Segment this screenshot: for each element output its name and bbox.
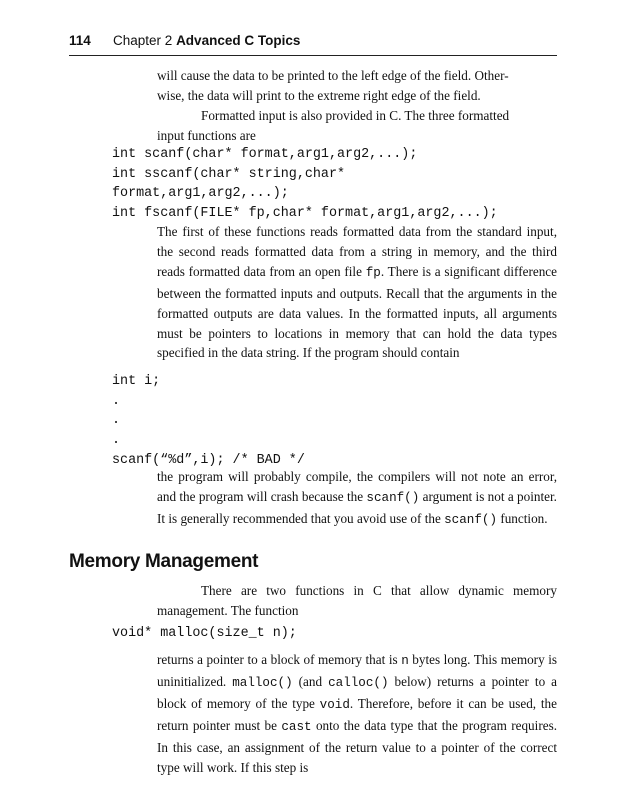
chapter-label: Chapter 2	[113, 33, 173, 48]
text-line: will cause the data to be printed to the left edge of the field. Other-	[157, 68, 509, 83]
text-run: returns a pointer to a block of memory that is	[157, 652, 402, 667]
inline-code-calloc: calloc()	[328, 675, 389, 690]
text-run: (and	[292, 673, 329, 689]
code-line: .	[112, 393, 121, 409]
text-run: below) returns a pointer to a block of memory of the type	[157, 673, 558, 711]
inline-code-cast: cast	[281, 719, 312, 734]
inline-code-malloc: malloc()	[232, 675, 293, 690]
code-block-malloc	[112, 624, 297, 644]
inline-code-n: n	[401, 654, 409, 668]
paragraph-memory-intro: There are two functions in C that allow dynamic memory management. The function	[157, 583, 557, 618]
code-line: .	[112, 413, 121, 429]
text-run: argument is not a pointer. It is generally recommended that you avoid use of the	[157, 488, 557, 526]
paragraph-malloc-explanation	[157, 650, 557, 777]
code-line: format,arg1,arg2,...);	[112, 186, 289, 202]
text-run: bytes long. This memory is uninitialized.	[157, 652, 557, 689]
page-number: 114	[69, 33, 91, 48]
inline-code-void: void	[319, 697, 350, 712]
text-run: onto the data type that the program requires. In this case, an assignment of the return value to a pointer of the correct type will work. If this step is	[157, 717, 557, 775]
code-line: scanf(“%d”,i); /* BAD */	[112, 452, 305, 468]
text-run: . Therefore, before it can be used, the return pointer must be	[157, 695, 557, 733]
paragraph-formatted-input	[157, 106, 557, 146]
section-heading-memory-management: Memory Management	[69, 551, 259, 572]
text-run: . There is a significant difference between the formatted inputs and outputs. Recall that the arguments in the formatted outputs are data values. In the formatted inputs, all arguments must be pointers to locations in memory that can hold the data types specified in the data string. If the program should contain	[157, 263, 558, 361]
code-line: int scanf(char* format,arg1,arg2,...);	[112, 147, 418, 162]
paragraph-scanf-explanation	[157, 222, 557, 363]
text-run: the program will probably compile, the compilers will not note an error, and the program will crash because the	[157, 469, 557, 504]
inline-code-scanf: scanf()	[444, 512, 498, 527]
code-line: int sscanf(char* string,char*	[112, 166, 346, 182]
text-run: The first of these functions reads formatted data from the standard input, the second reads formatted data from a string in memory, and the third reads formatted data from an open file	[157, 224, 557, 279]
code-block-scanf-prototypes	[112, 145, 498, 224]
inline-code-fp: fp	[365, 265, 381, 280]
code-line: void* malloc(size_t n);	[112, 626, 297, 641]
chapter-title: Advanced C Topics	[176, 33, 301, 48]
text-line: input functions are	[157, 127, 256, 143]
code-line: .	[112, 433, 121, 449]
inline-code-scanf: scanf()	[366, 490, 420, 505]
text-line: wise, the data will print to the extreme right edge of the field.	[157, 87, 481, 103]
running-header	[69, 33, 557, 56]
code-block-bad-scanf	[112, 372, 305, 471]
text-run: function.	[497, 510, 548, 526]
code-line: int i;	[112, 374, 161, 389]
paragraph-scanf-warning	[157, 467, 557, 531]
text-line: Formatted input is also provided in C. The three formatted	[201, 108, 510, 123]
chapter-heading	[113, 33, 300, 48]
paragraph-field-alignment	[157, 66, 557, 106]
code-line: int fscanf(FILE* fp,char* format,arg1,arg2,...);	[112, 206, 498, 222]
